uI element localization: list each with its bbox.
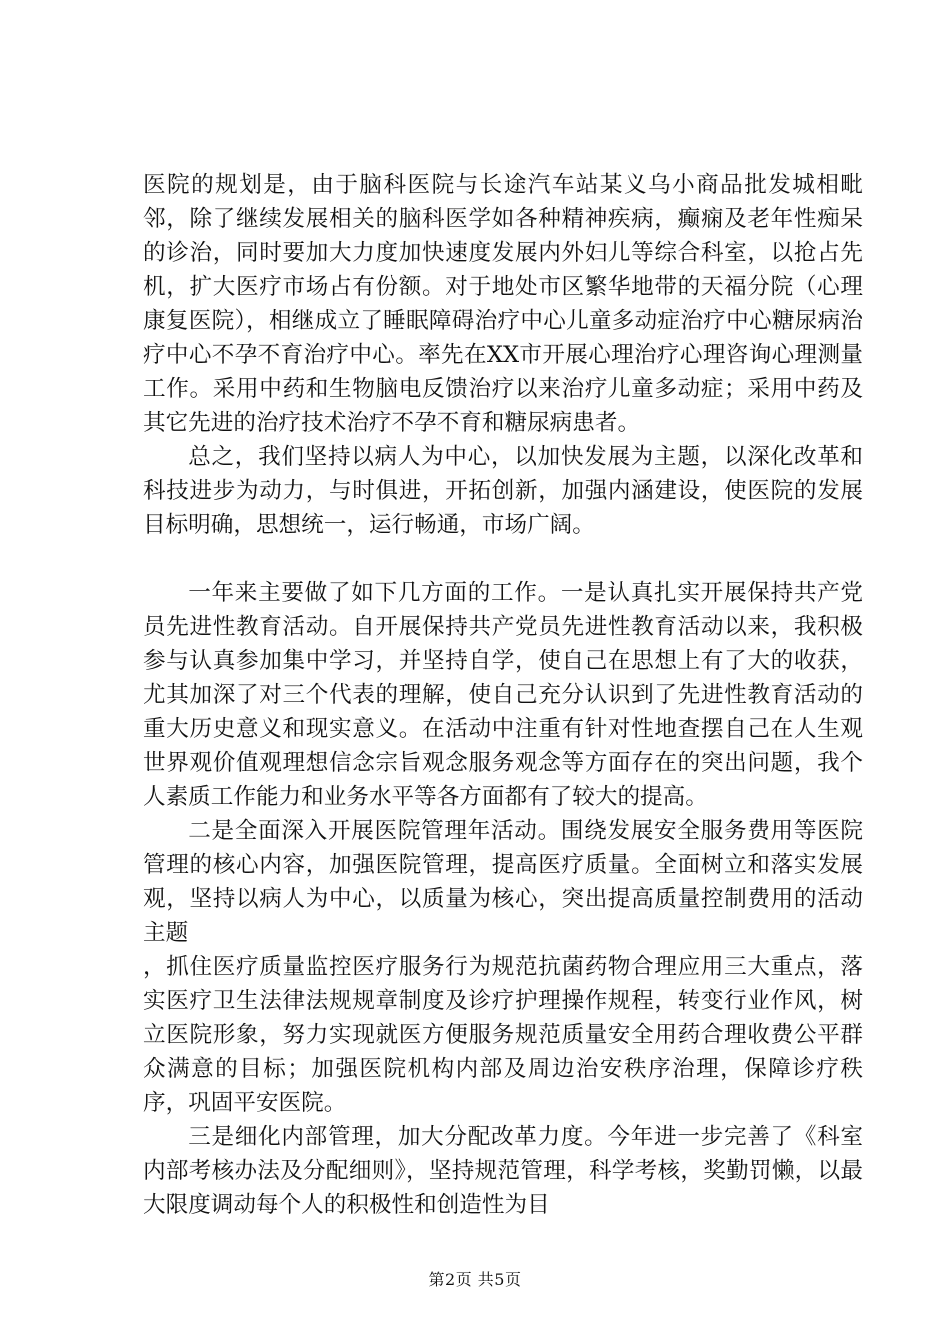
paragraph-work-overview: 一年来主要做了如下几方面的工作。一是认真扎实开展保持共产党员先进性教育活动。自开展保持共产党员先进性教育活动以来，我积极参与认真参加集中学习，并坚持自学，使自己在思想上有了大的收获，尤其加深了对三个代表的理解，使自己充分认识到了先进性教育活动的重大历史意义和现实意义。在活动中注重有针对性地查摆自己在人生观世界观价值观理想信念宗旨观念服务观念等方面存在的突出问题，我个人素质工作能力和业务水平等各方面都有了较大的提高。: [143, 580, 863, 810]
paragraph-hospital-plan: 医院的规划是，由于脑科医院与长途汽车站某义乌小商品批发城相毗邻，除了继续发展相关的脑科医学如各种精神疾病，癫痫及老年性痴呆的诊治，同时要加大力度加快速度发展内外妇儿等综合科室，以抢占先机，扩大医疗市场占有份额。对于地处市区繁华地带的天福分院（心理康复医院），相继成立了睡眠障碍治疗中心儿童多动症治疗中心糖尿病治疗中心不孕不育治疗中心。率先在XX市开展心理治疗心理咨询心理测量工作。采用中药和生物脑电反馈治疗以来治疗儿童多动症；采用中药及其它先进的治疗技术治疗不孕不育和糖尿病患者。: [143, 172, 863, 436]
paragraph-internal-management: 三是细化内部管理，加大分配改革力度。今年进一步完善了《科室内部考核办法及分配细则》，坚持规范管理，科学考核，奖勤罚懒，以最大限度调动每个人的积极性和创造性为目: [143, 1124, 863, 1218]
paragraph-gap: [143, 542, 863, 576]
paragraph-summary: 总之，我们坚持以病人为中心，以加快发展为主题，以深化改革和科技进步为动力，与时俱进，开拓创新，加强内涵建设，使医院的发展目标明确，思想统一，运行畅通，市场广阔。: [143, 444, 863, 538]
page-footer: 第2页 共5页: [428, 1270, 522, 1289]
document-body: [143, 168, 863, 1222]
paragraph-management-year: 二是全面深入开展医院管理年活动。围绕发展安全服务费用等医院管理的核心内容，加强医院管理，提高医疗质量。全面树立和落实发展观，坚持以病人为中心，以质量为核心，突出提高质量控制费用的活动主题: [143, 818, 863, 946]
paragraph-quality-focus: ，抓住医疗质量监控医疗服务行为规范抗菌药物合理应用三大重点，落实医疗卫生法律法规规章制度及诊疗护理操作规程，转变行业作风，树立医院形象，努力实现就医方便服务规范质量安全用药合理收费公平群众满意的目标；加强医院机构内部及周边治安秩序治理，保障诊疗秩序，巩固平安医院。: [143, 954, 863, 1116]
